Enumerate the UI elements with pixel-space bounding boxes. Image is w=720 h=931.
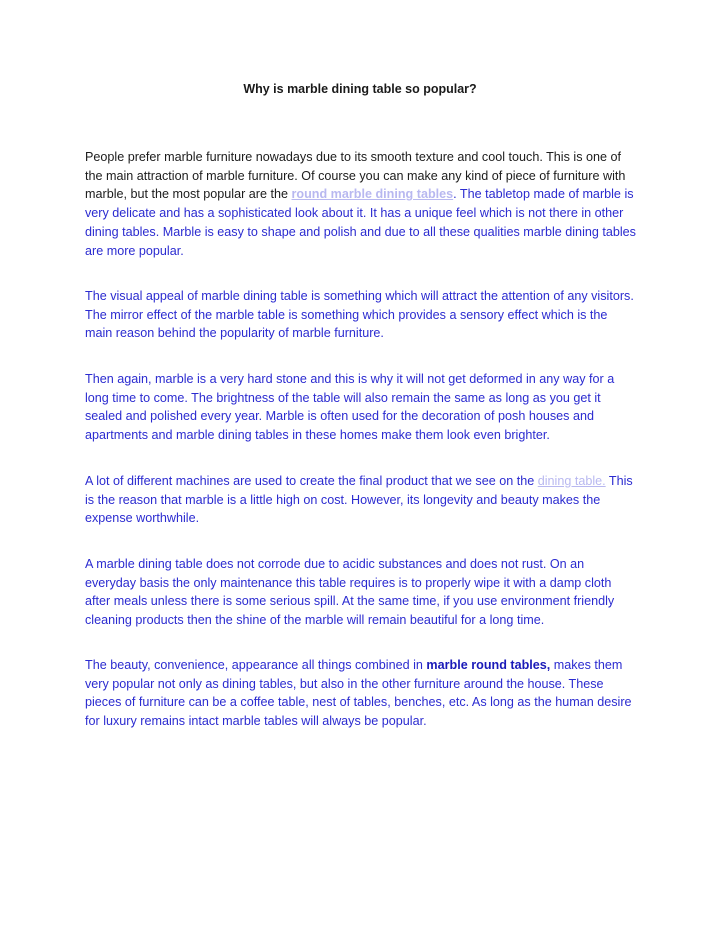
dining-table-link[interactable]: dining table.: [537, 474, 606, 488]
paragraph-6-text-b: makes them very popular not only as dining tables, but also in the other furniture around the house. These pieces of furniture can be a coffee table, nest of tables, benches, etc. As long as the human desire for luxury remains intact marble tables will always be popular.: [85, 658, 632, 729]
paragraph-2: The visual appeal of marble dining table is something which will attract the attention of any visitors. The mirror effect of the marble table is something which provides a sensory effect which is the main reason behind the popularity of marble furniture.: [85, 289, 634, 341]
paragraph-6: [85, 656, 637, 731]
paragraph-1-text-b: . The tabletop made of marble is very delicate and has a sophisticated look about it. It has a unique feel which is not there in other dining tables. Marble is easy to shape and polish and due to all these qualities marble dining tables are more popular.: [85, 187, 636, 258]
page-title: Why is marble dining table so popular?: [243, 82, 477, 96]
marble-round-tables-emphasis: marble round tables,: [426, 658, 551, 672]
paragraph-4-text-b: This is the reason that marble is a little high on cost. However, its longevity and beauty makes the expense worthwhile.: [85, 474, 633, 526]
paragraph-4: [85, 472, 637, 528]
paragraph-6-text-a: The beauty, convenience, appearance all things combined in: [85, 658, 427, 672]
paragraph-1-text-a: People prefer marble furniture nowadays due to its smooth texture and cool touch. This is one of the main attraction of marble furniture. Of course you can make any kind of piece of furniture with marble, but the most popular are the: [85, 150, 626, 202]
paragraph-3: Then again, marble is a very hard stone and this is why it will not get deformed in any way for a long time to come. The brightness of the table will also remain the same as long as you get it sealed and polished every year. Marble is often used for the decoration of posh houses and apartments and marble dining tables in these homes make them look even brighter.: [85, 372, 615, 443]
paragraph-1: [85, 148, 637, 260]
paragraph-4-text-a: A lot of different machines are used to create the final product that we see on the: [85, 474, 538, 488]
round-marble-dining-tables-link[interactable]: round marble dining tables: [291, 187, 454, 202]
paragraph-5: A marble dining table does not corrode due to acidic substances and does not rust. On an everyday basis the only maintenance this table requires is to properly wipe it with a damp cloth after meals unless there is some serious spill. At the same time, if you use environment friendly cleaning products then the shine of the marble will remain beautiful for a long time.: [85, 557, 615, 628]
